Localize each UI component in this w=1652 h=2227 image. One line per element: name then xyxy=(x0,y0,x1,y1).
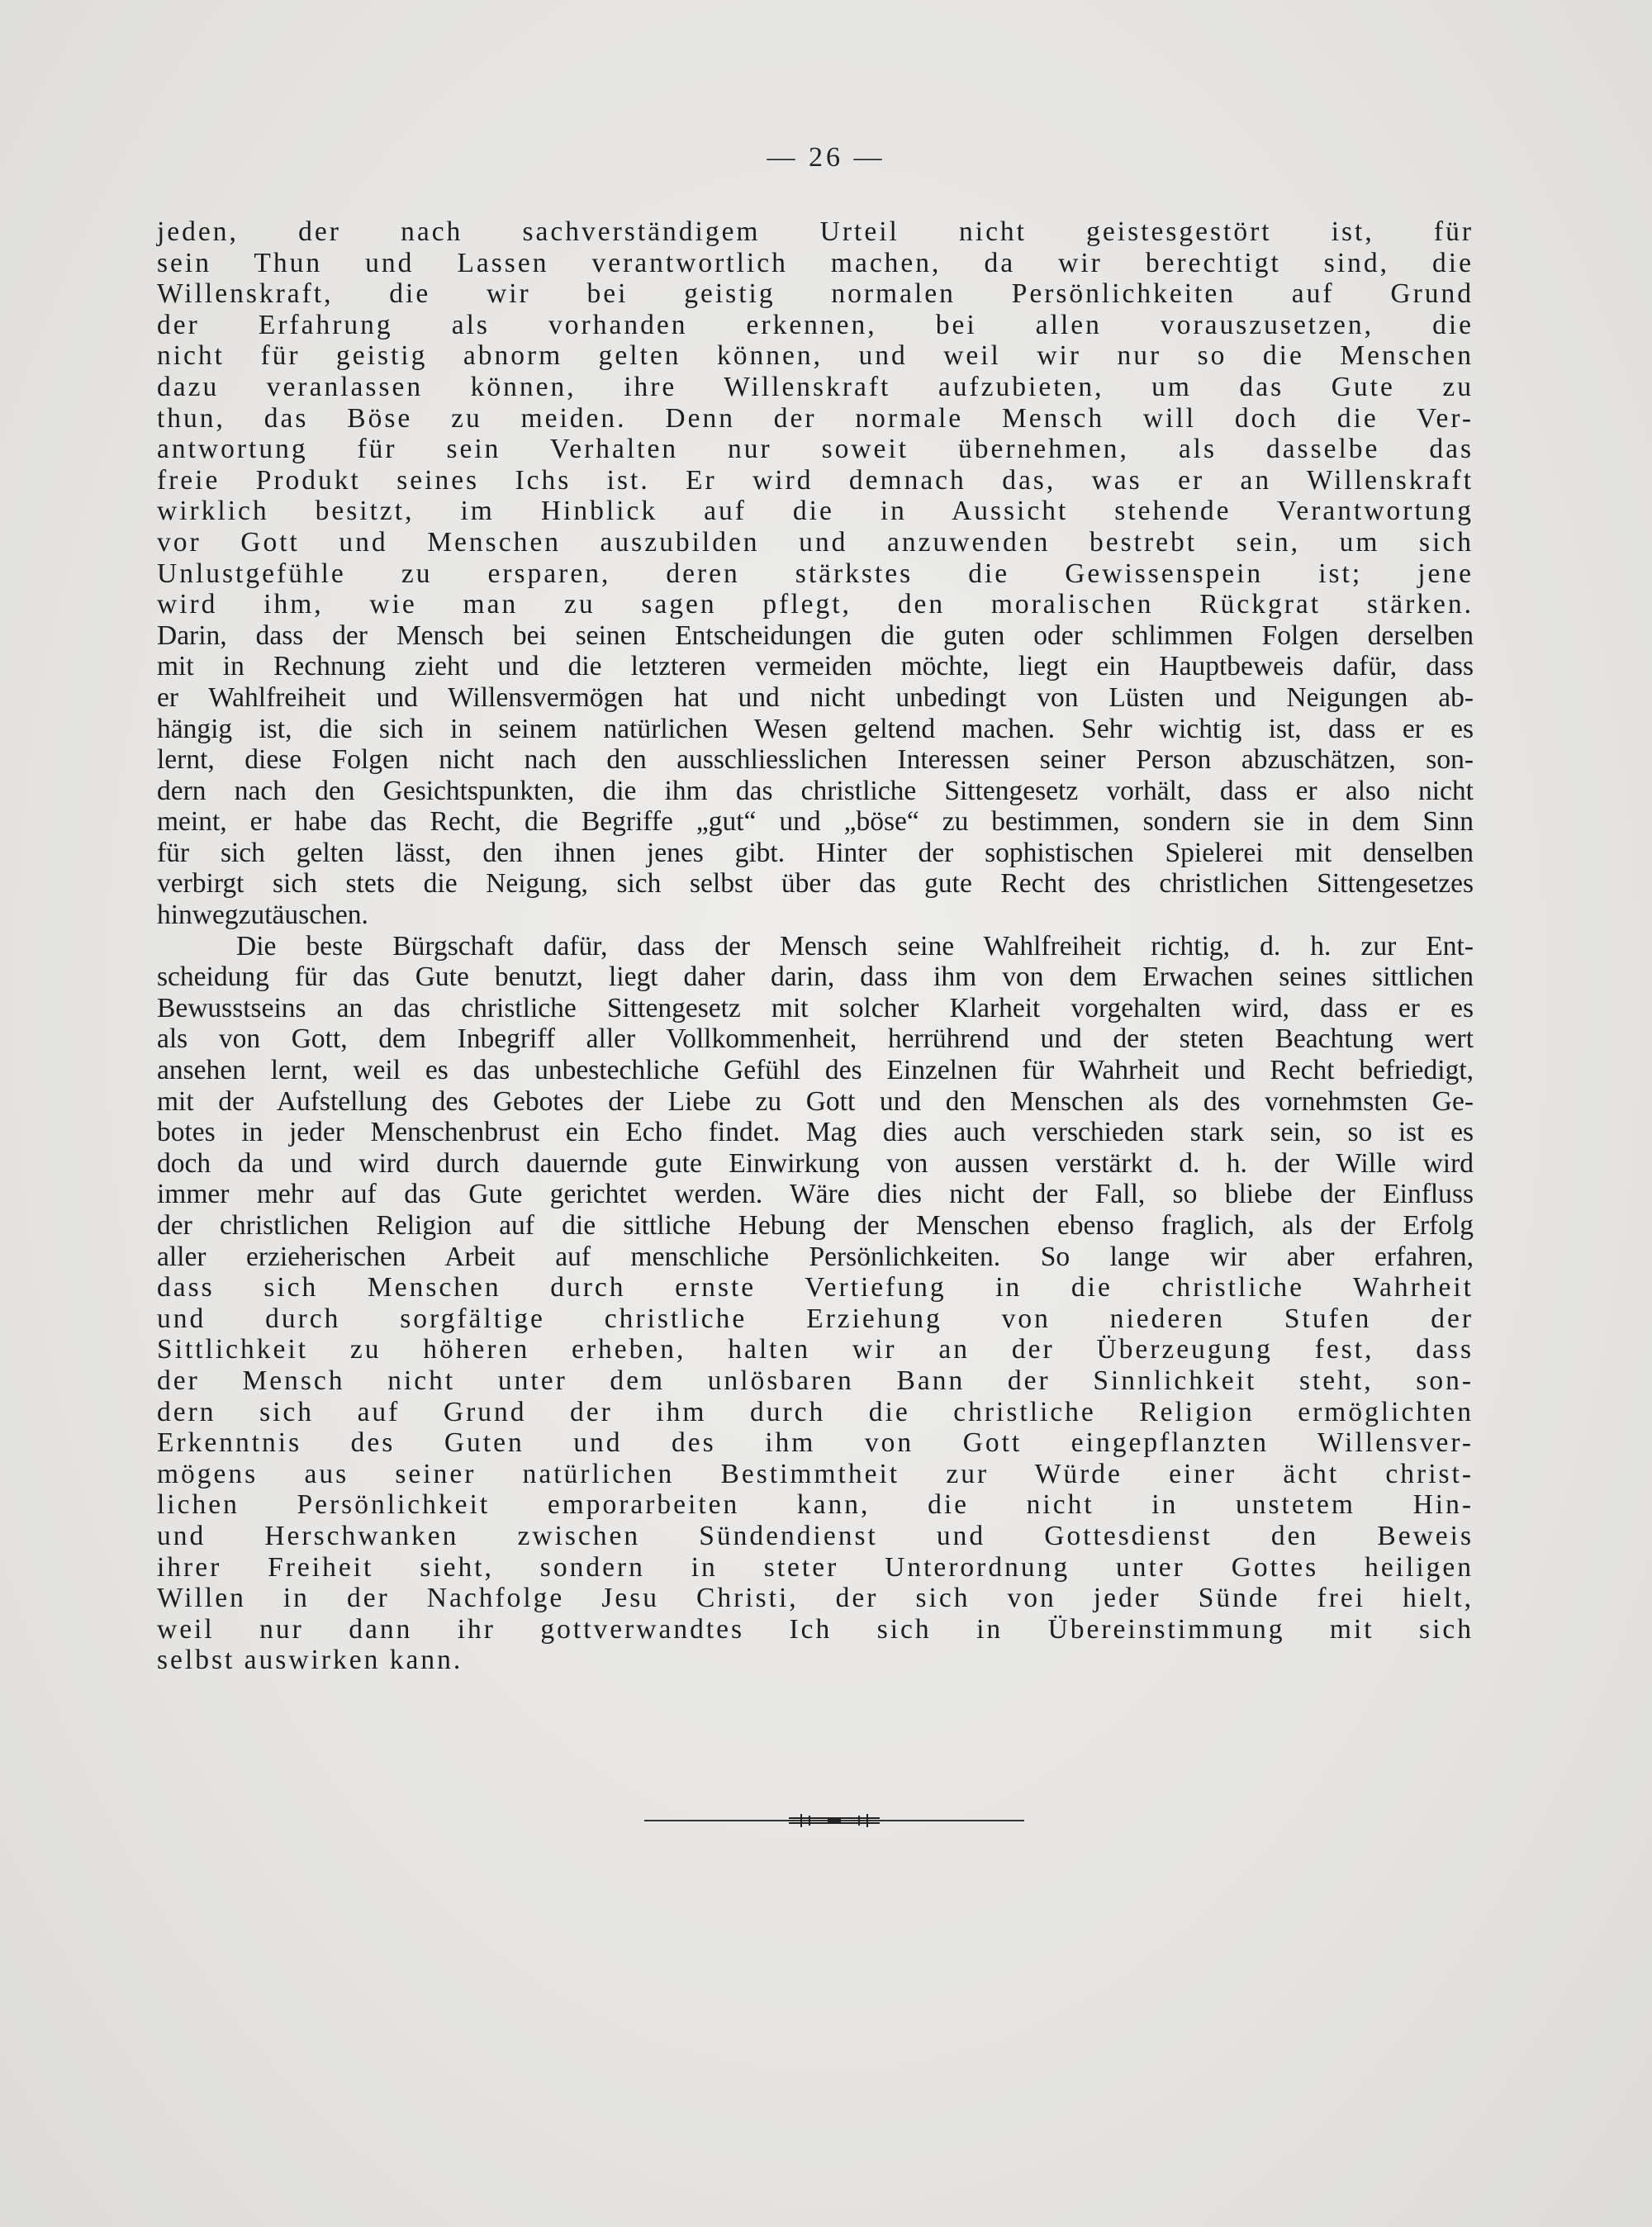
text-line: wirklich besitzt, im Hinblick auf die in Aussicht stehende Verantwortung xyxy=(157,496,1474,527)
text-line: ihrer Freiheit sieht, sondern in steter Unterordnung unter Gottes heiligen xyxy=(157,1551,1474,1583)
text-line: vor Gott und Menschen auszubilden und anzuwenden bestrebt sein, um sich xyxy=(157,526,1474,558)
page-number: — 26 — xyxy=(767,142,885,173)
text-line: und Herschwanken zwischen Sündendienst und Gottesdienst den Beweis xyxy=(157,1520,1474,1551)
text-line: Erkenntnis des Guten und des ihm von Gott eingepflanzten Willensver- xyxy=(157,1427,1474,1459)
text-line: immer mehr auf das Gute gerichtet werden. Wäre dies nicht der Fall, so bliebe der Einfluss xyxy=(157,1179,1474,1210)
body-text xyxy=(157,216,1474,1676)
text-line: meint, er habe das Recht, die Begriffe „gut“ und „böse“ zu bestimmen, sondern sie in dem Sinn xyxy=(157,806,1474,838)
text-line: weil nur dann ihr gottverwandtes Ich sich in Übereinstimmung mit sich xyxy=(157,1613,1474,1645)
text-line: hängig ist, die sich in seinem natürlichen Wesen geltend machen. Sehr wichtig ist, dass er es xyxy=(157,713,1474,744)
text-line: botes in jeder Menschenbrust ein Echo findet. Mag dies auch verschieden stark sein, so ist es xyxy=(157,1117,1474,1148)
text-line: sein Thun und Lassen verantwortlich machen, da wir berechtigt sind, die xyxy=(157,247,1474,278)
text-line: Bewusstseins an das christliche Sittengesetz mit solcher Klarheit vorgehalten wird, dass er es xyxy=(157,992,1474,1023)
text-line: dass sich Menschen durch ernste Vertiefung in die christliche Wahrheit xyxy=(157,1272,1474,1303)
text-line: aller erzieherischen Arbeit auf menschliche Persönlichkeiten. So lange wir aber erfahren, xyxy=(157,1241,1474,1272)
text-line: thun, das Böse zu meiden. Denn der normale Mensch will doch die Ver- xyxy=(157,402,1474,434)
text-line: Die beste Bürgschaft dafür, dass der Mensch seine Wahlfreiheit richtig, d. h. zur Ent- xyxy=(236,930,1474,962)
text-line: Sittlichkeit zu höheren erheben, halten wir an der Überzeugung fest, dass xyxy=(157,1334,1474,1365)
text-line: Willenskraft, die wir bei geistig normalen Persönlichkeiten auf Grund xyxy=(157,278,1474,310)
text-line: scheidung für das Gute benutzt, liegt daher darin, dass ihm von dem Erwachen seines sittlichen xyxy=(157,962,1474,993)
text-line: dazu veranlassen können, ihre Willenskraft aufzubieten, um das Gute zu xyxy=(157,371,1474,402)
text-line: der Erfahrung als vorhanden erkennen, bei allen vorauszusetzen, die xyxy=(157,309,1474,340)
text-line: lernt, diese Folgen nicht nach den ausschliesslichen Interessen seiner Person abzuschätzen, son- xyxy=(157,744,1474,776)
text-line: selbst auswirken kann. xyxy=(157,1645,463,1676)
text-line: er Wahlfreiheit und Willensvermögen hat und nicht unbedingt von Lüsten und Neigungen ab- xyxy=(157,681,1474,713)
text-line: Willen in der Nachfolge Jesu Christi, der sich von jeder Sünde frei hielt, xyxy=(157,1583,1474,1614)
text-line: wird ihm, wie man zu sagen pflegt, den moralischen Rückgrat stärken. xyxy=(157,589,1474,620)
text-line: antwortung für sein Verhalten nur soweit übernehmen, als dasselbe das xyxy=(157,434,1474,465)
text-line: der christlichen Religion auf die sittliche Hebung der Menschen ebenso fraglich, als der Erfolg xyxy=(157,1210,1474,1241)
text-line: lichen Persönlichkeit emporarbeiten kann, die nicht in unstetem Hin- xyxy=(157,1489,1474,1521)
text-line: nicht für geistig abnorm gelten können, und weil wir nur so die Menschen xyxy=(157,340,1474,372)
text-line: verbirgt sich stets die Neigung, sich selbst über das gute Recht des christlichen Sittengesetzes xyxy=(157,868,1474,900)
text-line: mögens aus seiner natürlichen Bestimmtheit zur Würde einer ächt christ- xyxy=(157,1458,1474,1489)
text-line: Unlustgefühle zu ersparen, deren stärkstes die Gewissenspein ist; jene xyxy=(157,558,1474,589)
text-line: und durch sorgfältige christliche Erziehung von niederen Stufen der xyxy=(157,1303,1474,1334)
text-line: doch da und wird durch dauernde gute Einwirkung von aussen verstärkt d. h. der Wille wird xyxy=(157,1147,1474,1179)
text-line: mit der Aufstellung des Gebotes der Liebe zu Gott und den Menschen als des vornehmsten Ge- xyxy=(157,1085,1474,1117)
text-line: der Mensch nicht unter dem unlösbaren Bann der Sinnlichkeit steht, son- xyxy=(157,1365,1474,1396)
text-line: freie Produkt seines Ichs ist. Er wird demnach das, was er an Willenskraft xyxy=(157,464,1474,496)
text-line: als von Gott, dem Inbegriff aller Vollkommenheit, herrührend und der steten Beachtung wert xyxy=(157,1023,1474,1055)
text-line: hinwegzutäuschen. xyxy=(157,900,368,931)
text-line: dern nach den Gesichtspunkten, die ihm das christliche Sittengesetz vorhält, dass er also nicht xyxy=(157,775,1474,806)
text-line: ansehen lernt, weil es das unbestechliche Gefühl des Einzelnen für Wahrheit und Recht befriedigt, xyxy=(157,1055,1474,1086)
text-line: jeden, der nach sachverständigem Urteil nicht geistesgestört ist, für xyxy=(157,216,1474,247)
text-line: für sich gelten lässt, den ihnen jenes gibt. Hinter der sophistischen Spielerei mit denselben xyxy=(157,837,1474,868)
text-line: Darin, dass der Mensch bei seinen Entscheidungen die guten oder schlimmen Folgen derselben xyxy=(157,620,1474,651)
text-line: mit in Rechnung zieht und die letzteren vermeiden möchte, liegt ein Hauptbeweis dafür, dass xyxy=(157,651,1474,682)
text-line: dern sich auf Grund der ihm durch die christliche Religion ermöglichten xyxy=(157,1396,1474,1427)
end-ornament xyxy=(644,1811,1024,1831)
